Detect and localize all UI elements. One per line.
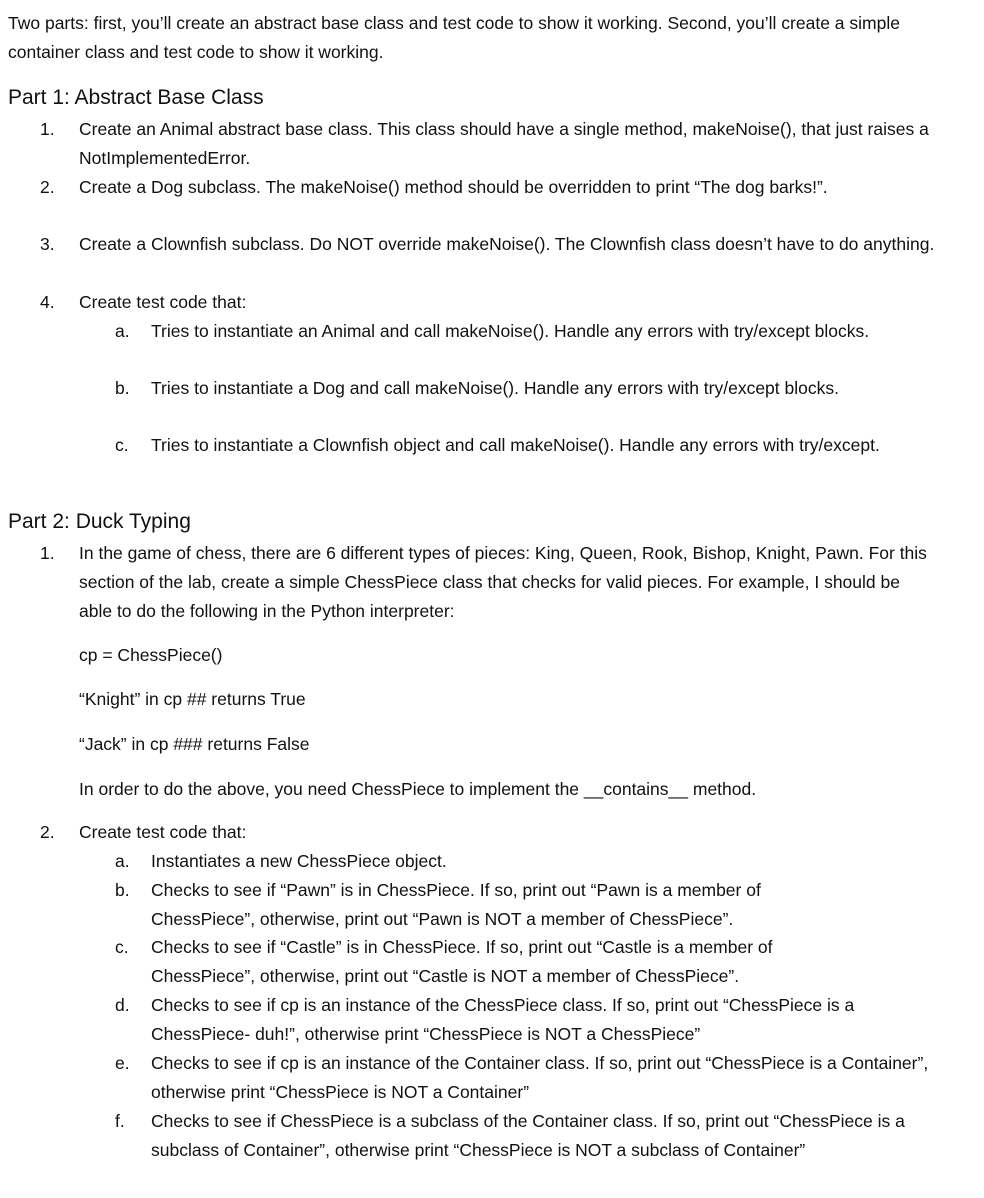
list-number: 1. <box>40 119 55 139</box>
list-number: 2. <box>40 822 55 842</box>
list-text: Instantiates a new ChessPiece object. <box>151 851 447 871</box>
list-letter: a. <box>115 851 130 871</box>
list-text: Checks to see if cp is an instance of the ChessPiece class. If so, print out “ChessPiece is a ChessPiece- duh!”, otherwise print “ChessPiece is NOT a ChessPiece” <box>151 995 855 1044</box>
code-example-line-2: “Knight” in cp ## returns True <box>79 689 306 709</box>
list-text: Checks to see if cp is an instance of the Container class. If so, print out “ChessPiece is a Container”, otherwise print “ChessPiece is NOT a Container” <box>151 1053 929 1102</box>
list-text: Create test code that: <box>79 292 247 312</box>
list-number: 1. <box>40 543 55 563</box>
part1-heading: Part 1: Abstract Base Class <box>8 86 264 109</box>
contains-note: In order to do the above, you need ChessPiece to implement the __contains__ method. <box>79 779 757 799</box>
list-number: 4. <box>40 292 55 312</box>
list-number: 3. <box>40 234 55 254</box>
list-text: Tries to instantiate a Clownfish object and call makeNoise(). Handle any errors with try/except. <box>151 435 880 455</box>
list-text: Checks to see if “Pawn” is in ChessPiece. If so, print out “Pawn is a member of ChessPiece”, otherwise, print out “Pawn is NOT a member of ChessPiece”. <box>151 880 761 929</box>
list-letter: f. <box>115 1111 125 1131</box>
list-text: Tries to instantiate an Animal and call makeNoise(). Handle any errors with try/except blocks. <box>151 321 870 341</box>
list-text: Checks to see if “Castle” is in ChessPiece. If so, print out “Castle is a member of ChessPiece”, otherwise, print out “Castle is NOT a member of ChessPiece”. <box>151 937 773 986</box>
list-letter: b. <box>115 378 130 398</box>
list-number: 2. <box>40 177 55 197</box>
list-letter: d. <box>115 995 130 1015</box>
list-letter: a. <box>115 321 130 341</box>
part2-heading: Part 2: Duck Typing <box>8 510 191 533</box>
code-example-line-3: “Jack” in cp ### returns False <box>79 734 310 754</box>
list-text: Create a Clownfish subclass. Do NOT override makeNoise(). The Clownfish class doesn’t have to do anything. <box>79 234 935 254</box>
list-text: Create an Animal abstract base class. This class should have a single method, makeNoise(), that just raises a NotImplementedError. <box>79 119 929 168</box>
list-text: Checks to see if ChessPiece is a subclass of the Container class. If so, print out “ChessPiece is a subclass of Container”, otherwise print “ChessPiece is NOT a subclass of Container” <box>151 1111 905 1160</box>
list-letter: c. <box>115 937 129 957</box>
list-letter: c. <box>115 435 129 455</box>
list-text: In the game of chess, there are 6 different types of pieces: King, Queen, Rook, Bishop, Knight, Pawn. For this section of the lab, create a simple ChessPiece class that checks for valid pieces. For example, I should be able to do the following in the Python interpreter: <box>79 543 927 621</box>
list-text: Create test code that: <box>79 822 247 842</box>
list-letter: e. <box>115 1053 130 1073</box>
list-letter: b. <box>115 880 130 900</box>
list-text: Create a Dog subclass. The makeNoise() method should be overridden to print “The dog barks!”. <box>79 177 828 197</box>
list-text: Tries to instantiate a Dog and call makeNoise(). Handle any errors with try/except blocks. <box>151 378 839 398</box>
intro-paragraph: Two parts: first, you’ll create an abstract base class and test code to show it working. Second, you’ll create a simple container class and test code to show it working. <box>8 13 900 62</box>
code-example-line-1: cp = ChessPiece() <box>79 645 223 665</box>
